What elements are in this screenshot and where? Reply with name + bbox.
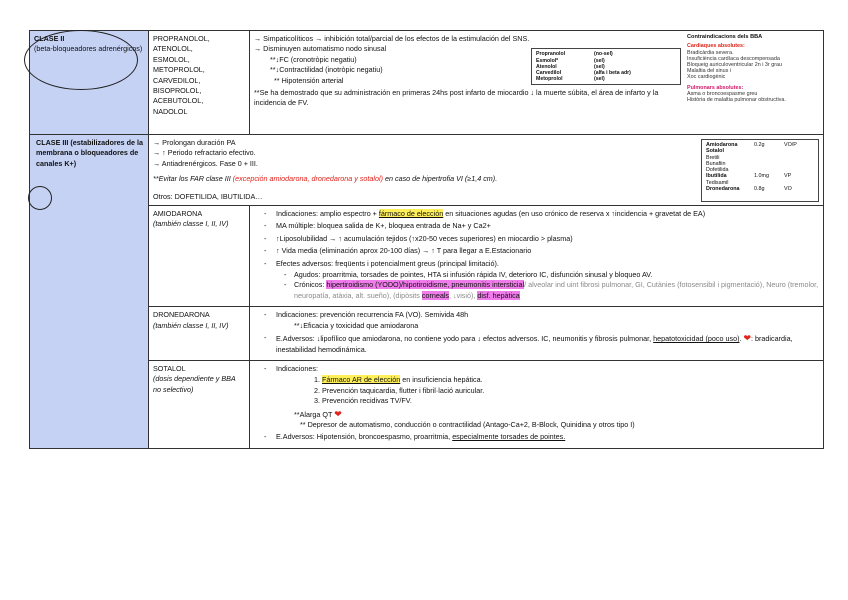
class2-drug: ACEBUTOLOL,	[153, 96, 204, 106]
class2-title: CLASE II	[34, 34, 65, 43]
amiodarona-name-cell	[149, 206, 250, 307]
sel-drug: Carvedilol	[536, 70, 562, 77]
sotalol-ea: E.Adversos: Hipotensión, broncoespasmo, proarritmia,	[276, 432, 453, 442]
heart-icon: ❤	[334, 408, 342, 419]
class2-row	[30, 31, 824, 135]
dose-amount: 1.0mg	[754, 173, 769, 180]
class2-line2: → Disminuyen automatismo nodo sinusal	[254, 44, 387, 54]
drone-hepatotox: hepatotoxicidad (poco uso)	[653, 334, 740, 344]
dose-amount: 0.2g	[754, 142, 765, 148]
amio-drug-of-choice: fármaco de elección	[378, 209, 444, 219]
sotalol-bullet	[276, 364, 819, 430]
selectivity-table	[531, 48, 681, 85]
drone-ea-end: : bradicardia, inestabilidad hemodinámica.	[276, 334, 793, 354]
amiodarona-detail	[250, 206, 824, 307]
sotalol-qt	[276, 409, 819, 420]
amio-sub-bullet	[294, 280, 819, 301]
class3-others: Otros: DOFETILIDA, IBUTILIDA…	[153, 191, 263, 201]
drone-ea: E.Adversos: ↓lipofílico que amiodarona, no contiene yodo para ↓ efectos adversos. IC, neumonitis y fibrosis pulmonar,	[276, 334, 654, 344]
sotalol-row	[30, 360, 824, 448]
class2-detail	[250, 31, 824, 135]
class2-line3: **↓FC (cronotròpic negatiu)	[270, 54, 357, 64]
amio-ind: Indicaciones: amplio espectro +	[276, 209, 379, 219]
contra-cardiac-item: Malaltia del sinus i	[687, 68, 732, 75]
class2-drugs	[149, 31, 250, 135]
class3-warning	[153, 174, 701, 184]
dose-drug: Sotalol	[706, 148, 724, 155]
dose-drug: Bretili	[706, 154, 720, 161]
class2-drug: PROPRANOLOL,	[153, 34, 210, 43]
sotalol-torsades: especialmente torsades de pointes.	[452, 432, 566, 442]
sotalol-name-cell	[149, 360, 250, 448]
contra-cardiac-item: Xoc cardiogènic	[687, 74, 726, 81]
sotalol-ind-text: en insuficiencia hepática.	[400, 375, 483, 385]
heart-icon: ❤	[743, 333, 752, 344]
amio-bullet: - ↑Liposolubilidad → ↑ acumulación tejidos (↑x20-50 veces superiores) en miocardio > plasma)	[276, 234, 819, 244]
amiodarona-row	[30, 206, 824, 307]
amio-ind-end: en situaciones agudas (en uso crónico de reserva x ↑incidencia + gravetat de EA)	[443, 209, 706, 219]
class3-title: CLASE III (estabilizadores de la membrana o bloqueadores de canales K+)	[36, 138, 144, 168]
sel-type: (sel)	[594, 63, 605, 70]
class2-drug: BISOPROLOL,	[153, 86, 202, 96]
sel-drug: Esmolol*	[536, 57, 559, 64]
sel-type: (alfa i beta adr)	[594, 70, 631, 77]
warning-exception: (excepción amiodarona, dronedarona y sotalol)	[232, 174, 383, 184]
contra-cardiac-title: Cardiaques absolutes:	[687, 43, 745, 49]
contra-cardiac-item: Bloqueig auriculoventricular 2n i 3r grau	[687, 62, 782, 68]
amio-bullet	[276, 209, 819, 219]
sotalol-name: SOTALOL	[153, 363, 186, 373]
class2-line6: **Se ha demostrado que su administración en primeras 24hs post infarto de miocardio ↓ la muerte súbita, el área de infarto y la incidencia de FV.	[254, 88, 659, 108]
sel-drug: Atenolol	[536, 63, 557, 70]
drone-efficacy: **↓Eficacia y toxicidad que amiodarona	[294, 320, 419, 330]
warning-text-end: en caso de hipertrofia VI (≥1,4 cm).	[382, 174, 498, 184]
sel-drug: Propranolol	[536, 51, 566, 58]
dose-drug: Bunafiin	[706, 160, 726, 167]
dronedarona-note: (también classe I, II, IV)	[153, 320, 229, 330]
sel-type: (sel)	[594, 76, 605, 83]
sotalol-detail	[250, 360, 824, 448]
class2-drug: NADOLOL	[153, 106, 188, 116]
contra-pulm-item: Història de malaltia pulmonar obstructiva.	[687, 97, 786, 104]
dose-drug: Ibutilida	[706, 173, 727, 180]
class3-line1: → Prolongan duración PA	[153, 138, 236, 147]
contra-title: Contraindicacions dels BBA	[687, 34, 763, 40]
class3-summary	[149, 135, 824, 206]
contraindications-box	[687, 34, 819, 109]
amio-ea: Efectes adversos: freqüents i potencialment greus (principal limitació).	[276, 258, 499, 268]
drone-bullet	[276, 310, 819, 331]
amio-bullet: - ↑ Vida media (eliminación aprox 20-100 días) → ↑ T para llegar a E.Estacionario	[276, 246, 819, 256]
dronedarona-detail	[250, 307, 824, 361]
dose-table	[701, 139, 819, 202]
contra-cardiac-item: Bradicàrdia severa.	[687, 49, 734, 56]
contra-pulm-title: Pulmonars absolutes:	[687, 84, 744, 91]
amio-thyroid: hipertiroidismo (YODO)/hipotiroidisme, pneumonitis intersticial	[326, 280, 525, 290]
class2-line4: **↓Contractilidad (inotròpic negatiu)	[270, 65, 383, 75]
class2-drug: ATENOLOL,	[153, 44, 193, 54]
sel-drug: Metoprolol	[536, 76, 563, 83]
dose-drug: Tedisamil	[706, 179, 729, 186]
sotalol-note: (dosis dependiente y BBA no selectivo)	[153, 374, 236, 394]
sotalol-ind-item	[322, 375, 819, 385]
amio-hepatic: disf. hepàtica	[477, 290, 520, 300]
sotalol-ind-item: 2. Prevención taquicardia, flutter i fibril·lació auricular.	[322, 386, 819, 396]
dose-route: VP	[784, 173, 792, 180]
class2-drug: ESMOLOL,	[153, 54, 190, 64]
amio-sub-bullet: - Agudos: proarritmia, torsades de pointes, HTA si infusión rápida IV, deterioro IC, disfunción sinusal y bloqueo AV.	[294, 270, 819, 280]
amio-chronic-label: Crónicos:	[294, 280, 327, 290]
amiodarona-note: (también classe I, II, IV)	[153, 219, 229, 229]
dose-route: VO	[784, 186, 792, 193]
amio-chronic-text: / alveolar ind uint fibrosi pulmonar, GI, Cutànies (fotosensibil i pigmentació), Neuro (tremolor, neuropatía, atàxia, alt. sueño), (dipòsits	[294, 280, 819, 300]
antiarrhythmic-table	[29, 30, 824, 449]
dose-amount: 0.8g	[754, 186, 765, 193]
drone-ind: Indicaciones: prevención recurrencia FA (VO). Semivida 48h	[276, 310, 469, 320]
dose-route: VO/P	[784, 142, 797, 148]
dronedarona-name-cell	[149, 307, 250, 361]
contra-pulm-item: Asma o broncoespasme greu	[687, 91, 758, 98]
class3-row	[30, 135, 824, 206]
class2-line1: → Simpaticolíticos → inhibición total/parcial de los efectos de la estimulación del SNS.	[254, 34, 530, 43]
class3-line2: → ↑ Periodo refractario efectivo.	[153, 148, 256, 158]
dronedarona-row	[30, 307, 824, 361]
amio-corneal: corneals	[421, 290, 450, 300]
sel-type: (sel)	[594, 57, 605, 64]
sotalol-ind: Indicaciones:	[276, 363, 318, 373]
class2-line5: ** Hipotensión arterial	[274, 75, 344, 85]
contra-cardiac-item: Insuficiència cardíaca descompensada	[687, 55, 780, 62]
drone-bullet: - E.Adversos: ↓lipofílico que amiodarona, no contiene yodo para ↓ efectos adversos. IC, neumonitis y fibrosis pulmonar, hepatotoxicidad (poco uso). ❤: bradicardia, inestabilidad hemodinámica.	[276, 333, 819, 355]
amio-bullet	[276, 259, 819, 302]
sotalol-ind-item: 3. Prevención recidivas TV/FV.	[322, 396, 819, 406]
class2-drug: CARVEDILOL,	[153, 75, 201, 85]
dose-drug: Amiodarona	[706, 142, 738, 148]
sotalol-bullet	[276, 432, 819, 442]
class2-subtitle: (beta-bloqueadores adrenérgicos)	[34, 44, 143, 54]
sel-type: (no-sel)	[594, 51, 613, 58]
dronedarona-name: DRONEDARONA	[153, 310, 210, 320]
class2-drug: METOPROLOL,	[153, 65, 205, 75]
amio-vision: , ↓visió),	[449, 290, 478, 300]
sotalol-drug-of-choice: Fármaco AR de elección	[322, 375, 401, 385]
class3-line3: → Antiadrenérgicos. Fase 0 + III.	[153, 158, 258, 168]
amiodarona-name: AMIODARONA	[153, 209, 203, 219]
dose-drug: Dronedarona	[706, 186, 740, 193]
class3-cell	[30, 135, 149, 449]
warning-text: **Evitar los FAR clase III	[153, 174, 233, 184]
class2-cell	[30, 31, 149, 135]
sotalol-qt-text: **Alarga QT	[294, 409, 333, 419]
amio-bullet: - MA múltiple: bloquea salida de K+, bloquea entrada de Na+ y Ca2+	[276, 221, 819, 231]
dose-drug: Dofetilida	[706, 167, 729, 174]
sotalol-depressor: ** Depresor de automatismo, conducción o contractilidad (Antago-Ca+2, B-Block, Quinidina y otros tipo I)	[300, 419, 635, 429]
